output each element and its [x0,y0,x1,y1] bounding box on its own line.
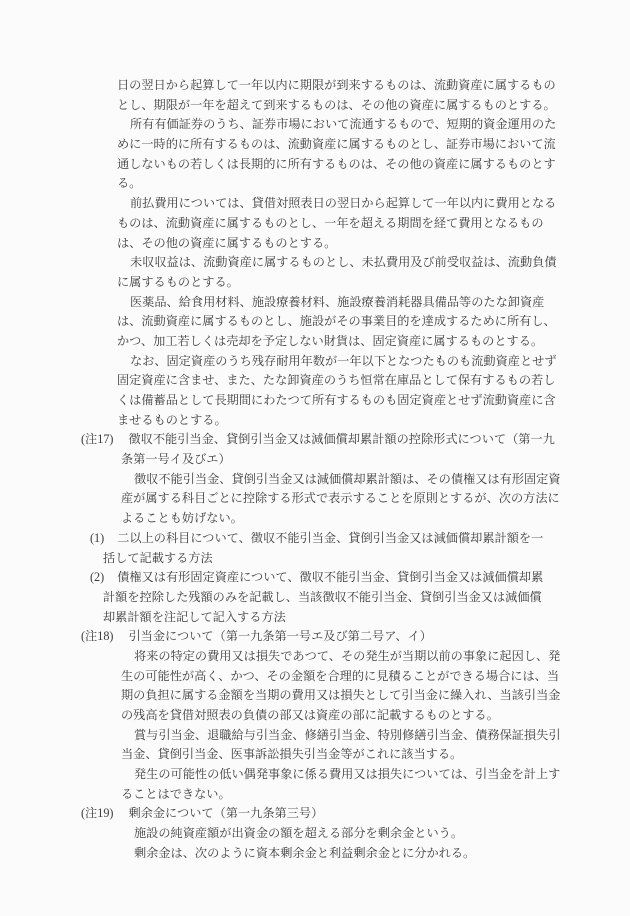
line-text: 計額を控除した残額のみを記載し、当該徴収不能引当金、貸倒引当金又は減価償 [103,589,542,604]
text-line [0,608,630,628]
line-text: 引当金について（第一九条第一号エ及び第二号ア、イ） [128,629,432,644]
line-text: 当金、貸倒引当金、医事訴訟損失引当金等がこれに該当する。 [121,747,463,762]
line-text: 固定資産に含ませ、また、たな卸資産のうち恒常在庫品として保有するもの若し [117,373,556,388]
document-text-block [0,76,630,864]
text-line [0,667,630,687]
text-line [0,352,630,372]
line-text: 二以上の科目について、徴収不能引当金、貸倒引当金又は減価償却累計額を一 [117,530,544,545]
line-text: る。 [117,176,142,191]
line-text: 債権又は有形固定資産について、徴収不能引当金、貸倒引当金又は減価償却累 [117,570,544,585]
text-line [0,332,630,352]
line-text: とし、期限が一年を超えて到来するものは、その他の資産に属するものとする。 [117,97,556,112]
note-number-label: (注18) [81,629,114,644]
text-line [0,96,630,116]
text-line [0,509,630,529]
text-line [0,312,630,332]
line-text: の残高を貸借対照表の負債の部又は資産の部に記載するものとする。 [121,708,499,722]
text-line [0,785,630,805]
text-line [0,726,630,746]
line-text: 賞与引当金、退職給与引当金、修繕引当金、特別修繕引当金、債務保証損失引 [134,727,561,742]
text-line [0,174,630,194]
line-text: ませるものとする。 [117,412,227,427]
text-line [0,76,630,96]
line-text: 括して記載する方法 [103,550,213,565]
line-text: めに一時的に所有するものは、流動資産に属するものとし、証券市場において流 [117,137,556,152]
item-number-label: (1) [90,530,105,545]
text-line [0,588,630,608]
line-text: に属するものとする。 [117,274,239,289]
text-line [0,194,630,214]
note-number-label: (注19) [81,806,114,821]
line-text: 剰余金について（第一九条第三号） [128,806,324,821]
line-text: よることも妨げない。 [121,511,243,526]
numbered-line [0,529,630,549]
text-line [0,745,630,765]
text-line [0,234,630,254]
line-text: 条第一号イ及びエ） [121,452,231,467]
line-text: 医薬品、給食用材料、施設療養材料、施設療養消耗器具備品等のたな卸資産 [130,294,545,309]
line-text: なお、固定資産のうち残存耐用年数が一年以下となつたものも流動資産とせず [130,353,557,368]
text-line [0,450,630,470]
line-text: 日の翌日から起算して一年以内に期限が到来するものは、流動資産に属するもの [117,78,556,92]
text-line [0,489,630,509]
numbered-line [0,804,630,824]
text-line [0,765,630,785]
numbered-line [0,627,630,647]
text-line [0,371,630,391]
text-line [0,155,630,175]
numbered-line [0,568,630,588]
note-number-label: (注17) [81,432,114,447]
line-text: 剰余金は、次のように資本剰余金と利益剰余金とに分かれる。 [134,845,476,860]
line-text: 産が属する科目ごとに控除する形式で表示することを原則とするが、次の方法に [121,491,560,506]
text-line [0,135,630,155]
line-text: ることはできない。 [121,786,231,801]
text-line [0,411,630,431]
text-line [0,706,630,726]
text-line [0,273,630,293]
line-text: ものは、流動資産に属するものとし、一年を超える期間を経て費用となるもの [117,215,544,230]
line-text: 徴収不能引当金、貸倒引当金又は減価償却累計額は、その債権又は有形固定資 [134,471,561,486]
text-line [0,293,630,313]
line-text: 所有有価証券のうち、証券市場において流通するもので、短期的資金運用のた [130,117,557,132]
line-text: 将来の特定の費用又は損失であつて、その発生が当期以前の事象に起因し、発 [134,648,561,663]
text-line [0,686,630,706]
line-text: 期の負担に属する金額を当期の費用又は損失として引当金に繰入れ、当該引当金 [121,688,561,703]
line-text: 徴収不能引当金、貸倒引当金又は減価償却累計額の控除形式について（第一九 [128,432,555,447]
line-text: 発生の可能性の低い偶発事象に係る費用又は損失については、引当金を計上す [134,767,561,782]
text-line [0,470,630,490]
text-line [0,391,630,411]
line-text: は、その他の資産に属するものとする。 [117,235,337,250]
line-text: 通しないもの若しくは長期的に所有するものは、その他の資産に属するものとす [117,156,556,171]
line-text: 施設の純資産額が出資金の額を超える部分を剰余金という。 [134,826,464,841]
numbered-line [0,430,630,450]
text-line [0,844,630,864]
text-line [0,214,630,234]
text-line [0,253,630,273]
item-number-label: (2) [90,570,105,585]
line-text: くは備蓄品として長期間にわたつて所有するものも固定資産とせず流動資産に含 [117,393,556,407]
line-text: かつ、加工若しくは売却を予定しない財貨は、固定資産に属するものとする。 [117,333,544,348]
line-text: 却累計額を注記して記入する方法 [103,609,286,624]
line-text: 未収収益は、流動資産に属するものとし、未払費用及び前受収益は、流動負債 [130,255,557,270]
text-line [0,115,630,135]
line-text: は、流動資産に属するものとし、施設がその事業目的を達成するために所有し、 [117,314,556,329]
text-line [0,824,630,844]
line-text: 前払費用については、貸借対照表日の翌日から起算して一年以内に費用となる [130,196,557,211]
text-line [0,549,630,569]
text-line [0,647,630,667]
line-text: 生の可能性が高く、かつ、その金額を合理的に見積ることができる場合には、当 [121,668,560,683]
